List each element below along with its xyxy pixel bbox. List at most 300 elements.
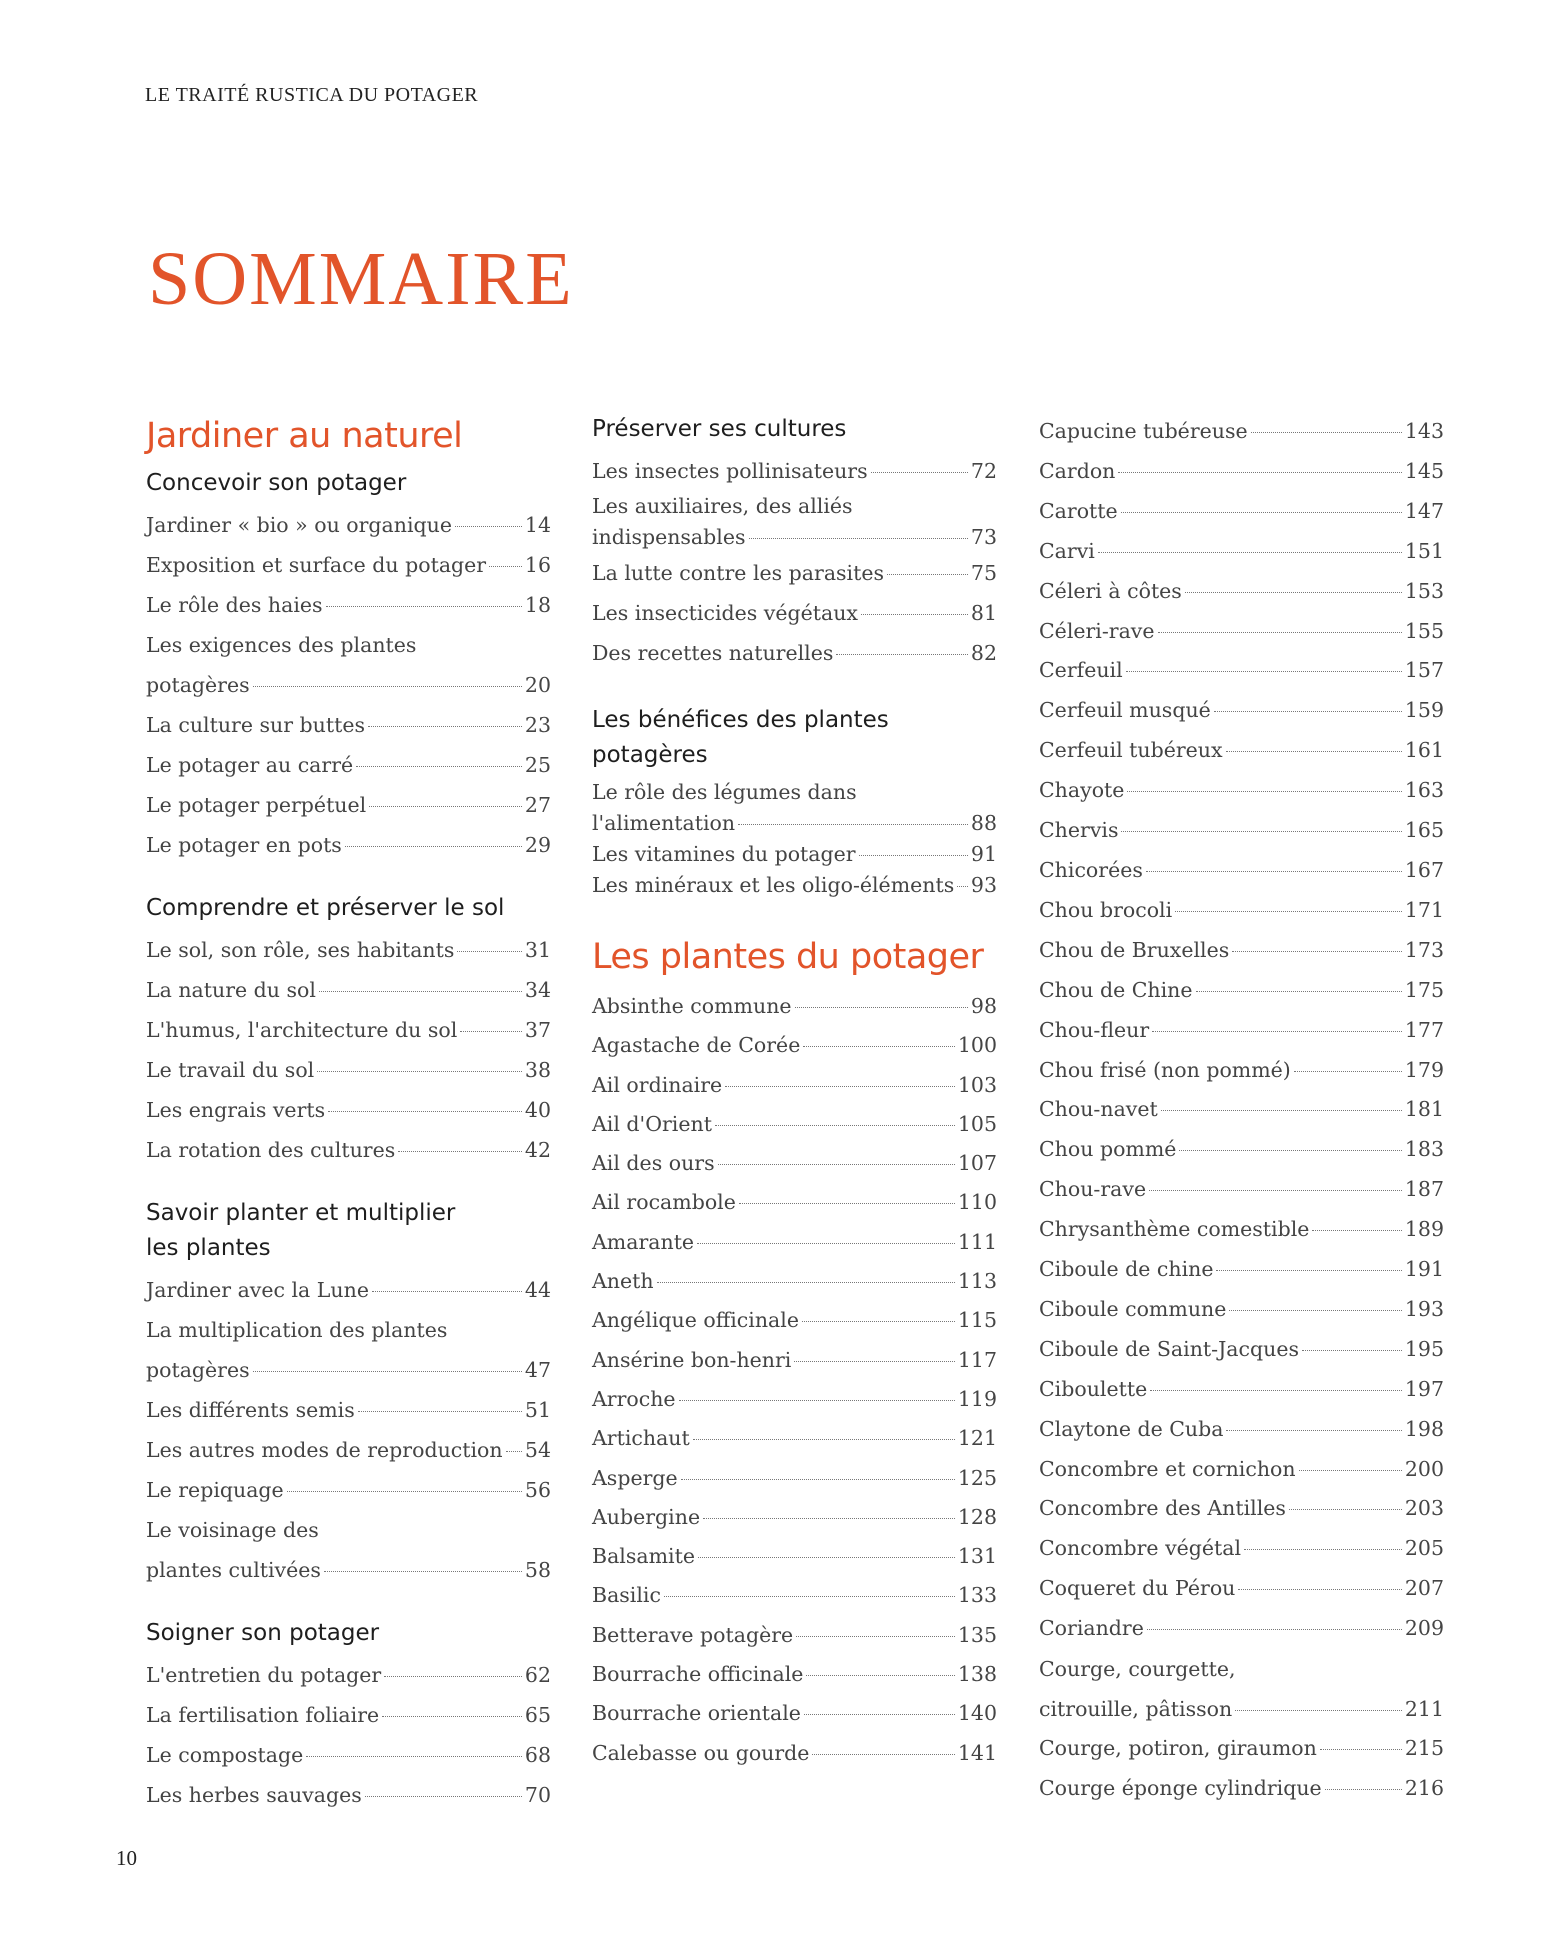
dot-leader xyxy=(1244,1549,1402,1550)
dot-leader xyxy=(1127,791,1401,792)
toc-entry-page: 167 xyxy=(1404,857,1444,882)
toc-entry-page: 29 xyxy=(524,833,551,857)
toc-entry-page: 216 xyxy=(1404,1776,1444,1800)
toc-entry-label: Calebasse ou gourde xyxy=(592,1740,810,1765)
toc-entry[interactable] xyxy=(592,839,997,870)
toc-entry-page: 54 xyxy=(524,1438,551,1462)
toc-entry-page: 40 xyxy=(524,1098,551,1122)
toc-entry[interactable] xyxy=(1039,1729,1444,1769)
toc-entry-page: 163 xyxy=(1404,778,1444,803)
toc-entry[interactable] xyxy=(1039,1090,1444,1130)
toc-entry-label: Artichaut xyxy=(592,1426,690,1451)
dot-leader xyxy=(796,1636,955,1637)
toc-entry[interactable] xyxy=(592,491,997,553)
dot-leader xyxy=(1226,1430,1401,1431)
toc-entry-label: Le sol, son rôle, ses habitants xyxy=(146,938,455,962)
toc-entry-label: Chou frisé (non pommé) xyxy=(1039,1057,1291,1082)
toc-entry-label: Coqueret du Pérou xyxy=(1039,1576,1236,1601)
section-title xyxy=(592,412,997,447)
toc-entry[interactable] xyxy=(592,1576,997,1615)
toc-entry[interactable] xyxy=(146,1430,551,1470)
dot-leader xyxy=(317,1071,522,1072)
toc-entry[interactable] xyxy=(592,1144,997,1183)
toc-entry-label-continued: potagères xyxy=(146,673,250,697)
toc-entry-label: Amarante xyxy=(592,1229,695,1254)
toc-entry-page: 110 xyxy=(957,1190,997,1215)
toc-entry-page: 171 xyxy=(1404,897,1444,922)
toc-entry[interactable] xyxy=(1039,771,1444,811)
toc-entry[interactable] xyxy=(1039,811,1444,851)
dot-leader xyxy=(693,1439,955,1440)
dot-leader xyxy=(1149,1190,1402,1191)
toc-entry-label-continued: potagères xyxy=(146,1358,250,1382)
section-title xyxy=(146,891,551,926)
toc-entry-page: 38 xyxy=(524,1058,551,1082)
toc-entry-label: Céleri à côtes xyxy=(1039,578,1182,603)
toc-entry[interactable] xyxy=(1039,971,1444,1011)
toc-section xyxy=(146,1196,551,1590)
toc-entry[interactable] xyxy=(1039,492,1444,532)
toc-entry[interactable] xyxy=(146,1735,551,1775)
toc-entry-label: Ail des ours xyxy=(592,1151,715,1176)
toc-entry[interactable] xyxy=(1039,1569,1444,1609)
dot-leader xyxy=(1121,831,1401,832)
toc-entry[interactable] xyxy=(146,970,551,1010)
toc-entry-page: 75 xyxy=(970,561,997,585)
dot-leader xyxy=(1312,1230,1401,1231)
toc-entry-label: Ail d'Orient xyxy=(592,1111,712,1136)
toc-entry[interactable] xyxy=(146,1270,551,1310)
toc-entry-label: Bourrache orientale xyxy=(592,1701,801,1726)
toc-entry-page: 205 xyxy=(1404,1536,1444,1561)
toc-entry[interactable] xyxy=(1039,1130,1444,1170)
toc-entry-label: Chou-navet xyxy=(1039,1097,1158,1122)
toc-entry-label: La rotation des cultures xyxy=(146,1138,396,1162)
dot-leader xyxy=(739,1203,955,1204)
toc-entry[interactable] xyxy=(146,1050,551,1090)
toc-entry-label: Les herbes sauvages xyxy=(146,1783,362,1807)
toc-entry[interactable] xyxy=(1039,691,1444,731)
toc-entry[interactable] xyxy=(592,1734,997,1773)
toc-entry-page: 20 xyxy=(524,673,551,697)
toc-entry-page: 56 xyxy=(524,1478,551,1502)
toc-entry-page: 165 xyxy=(1404,818,1444,843)
dot-leader xyxy=(1229,1310,1402,1311)
toc-entry-label: Les auxiliaires, des alliés xyxy=(592,494,853,518)
toc-section xyxy=(146,891,551,1170)
toc-entry-page: 98 xyxy=(970,994,997,1018)
toc-entry-label: Chayote xyxy=(1039,778,1125,803)
toc-entry-page: 140 xyxy=(957,1701,997,1726)
dot-leader xyxy=(319,991,522,992)
toc-entry[interactable] xyxy=(1039,1529,1444,1569)
toc-entry-label: Absinthe commune xyxy=(592,994,792,1018)
dot-leader xyxy=(1147,1629,1402,1630)
toc-entry[interactable] xyxy=(1039,1609,1444,1649)
toc-entry-page: 177 xyxy=(1404,1017,1444,1042)
dot-leader xyxy=(287,1491,522,1492)
dot-leader xyxy=(812,1754,954,1755)
toc-entry[interactable] xyxy=(1039,1330,1444,1370)
toc-entry[interactable] xyxy=(146,785,551,825)
toc-entry[interactable] xyxy=(146,1310,551,1390)
toc-entry[interactable] xyxy=(146,625,551,705)
toc-entry[interactable] xyxy=(592,1105,997,1144)
toc-entry[interactable] xyxy=(1039,452,1444,492)
dot-leader xyxy=(457,951,522,952)
toc-entry-page: 138 xyxy=(957,1662,997,1687)
toc-entry[interactable] xyxy=(1039,1410,1444,1450)
toc-entry-page: 209 xyxy=(1404,1616,1444,1641)
toc-entry-label: La fertilisation foliaire xyxy=(146,1703,380,1727)
toc-entry-label: Betterave potagère xyxy=(592,1622,794,1647)
running-head: LE TRAITÉ RUSTICA DU POTAGER xyxy=(145,84,479,106)
toc-entry-label: Chrysanthème comestible xyxy=(1039,1217,1310,1242)
toc-entry-page: 73 xyxy=(970,525,997,549)
toc-entry[interactable] xyxy=(1039,731,1444,771)
page-number: 10 xyxy=(116,1846,137,1870)
dot-leader xyxy=(1325,1789,1402,1790)
toc-entry[interactable] xyxy=(592,1537,997,1576)
toc-entry-page: 175 xyxy=(1404,977,1444,1002)
toc-entry[interactable] xyxy=(592,1262,997,1301)
toc-entry-label: Ail ordinaire xyxy=(592,1072,723,1097)
toc-entry-page: 100 xyxy=(957,1033,997,1058)
toc-entry[interactable] xyxy=(1039,612,1444,652)
toc-entry-label: Des recettes naturelles xyxy=(592,641,834,665)
toc-column-1 xyxy=(146,412,551,1841)
toc-entry-label: Le voisinage des xyxy=(146,1518,319,1542)
toc-entry-page: 211 xyxy=(1404,1697,1444,1722)
toc-entry-label: Les insecticides végétaux xyxy=(592,601,858,625)
toc-entry[interactable] xyxy=(1039,1290,1444,1330)
toc-entry[interactable] xyxy=(146,1775,551,1815)
toc-entry-page: 161 xyxy=(1404,738,1444,763)
toc-section xyxy=(592,703,997,901)
toc-entry[interactable] xyxy=(146,1010,551,1050)
toc-entry-label: Le travail du sol xyxy=(146,1058,315,1082)
toc-entry[interactable] xyxy=(146,1390,551,1430)
toc-entry-label: Bourrache officinale xyxy=(592,1662,804,1687)
toc-entry-label: Les exigences des plantes xyxy=(146,633,417,657)
toc-entry-page: 193 xyxy=(1404,1296,1444,1321)
toc-entry[interactable] xyxy=(592,593,997,633)
toc-entry[interactable] xyxy=(592,870,997,901)
toc-entry-page: 121 xyxy=(957,1426,997,1451)
dot-leader xyxy=(384,1676,522,1677)
toc-entry-label: Chou-rave xyxy=(1039,1177,1147,1202)
toc-entry-page: 23 xyxy=(524,713,551,737)
toc-entry-page: 133 xyxy=(957,1583,997,1608)
toc-entry[interactable] xyxy=(1039,412,1444,452)
dot-leader xyxy=(664,1596,955,1597)
toc-entry[interactable] xyxy=(146,1470,551,1510)
section-title xyxy=(146,466,551,501)
toc-entry[interactable] xyxy=(592,1223,997,1262)
toc-entry-page: 51 xyxy=(524,1398,551,1422)
toc-entry[interactable] xyxy=(1039,651,1444,691)
toc-entry[interactable] xyxy=(592,777,997,839)
toc-entry-page: 128 xyxy=(957,1504,997,1529)
toc-entry-label: Concombre végétal xyxy=(1039,1536,1242,1561)
toc-entry-page: 191 xyxy=(1404,1257,1444,1282)
toc-entry-label: La nature du sol xyxy=(146,978,316,1002)
toc-entry-label: Le rôle des légumes dans xyxy=(592,780,857,804)
toc-section xyxy=(146,466,551,865)
toc-entry-label: Ansérine bon-henri xyxy=(592,1347,792,1372)
toc-entry[interactable] xyxy=(592,1066,997,1105)
toc-entry[interactable] xyxy=(146,1655,551,1695)
toc-entry[interactable] xyxy=(592,633,997,673)
toc-entry-label: Chou-fleur xyxy=(1039,1017,1150,1042)
dot-leader xyxy=(1251,432,1402,433)
toc-entry-label: Les minéraux et les oligo-éléments xyxy=(592,873,955,897)
toc-entry-label: Capucine tubéreuse xyxy=(1039,419,1248,443)
dot-leader xyxy=(698,1557,955,1558)
dot-leader xyxy=(802,1321,955,1322)
toc-entry[interactable] xyxy=(146,705,551,745)
toc-entry-label: Jardiner avec la Lune xyxy=(146,1278,369,1302)
toc-entry-page: 81 xyxy=(970,601,997,625)
toc-entry[interactable] xyxy=(1039,1170,1444,1210)
section-title-text: Préserver ses cultures xyxy=(592,416,847,442)
dot-leader xyxy=(859,855,968,856)
toc-entry-label: Angélique officinale xyxy=(592,1308,799,1333)
dot-leader xyxy=(1185,592,1402,593)
toc-entry-label: Ciboulette xyxy=(1039,1376,1148,1401)
toc-entry-label: Coriandre xyxy=(1039,1616,1144,1641)
toc-entry[interactable] xyxy=(1039,572,1444,612)
toc-entry[interactable] xyxy=(592,1183,997,1222)
dot-leader xyxy=(871,472,968,473)
dot-leader xyxy=(506,1451,522,1452)
dot-leader xyxy=(369,806,522,807)
dot-leader xyxy=(326,606,522,607)
toc-entry-page: 113 xyxy=(957,1269,997,1294)
toc-entry[interactable] xyxy=(146,930,551,970)
toc-entry-label: Le compostage xyxy=(146,1743,304,1767)
dot-leader xyxy=(1235,1710,1402,1711)
toc-entry-page: 198 xyxy=(1404,1416,1444,1441)
dot-leader xyxy=(345,846,522,847)
toc-entry-page: 179 xyxy=(1404,1057,1444,1082)
dot-leader xyxy=(1179,1150,1401,1151)
toc-entry-label: Asperge xyxy=(592,1465,678,1490)
toc-section xyxy=(146,1616,551,1815)
toc-entry-label: Céleri-rave xyxy=(1039,618,1155,643)
toc-entry-label-continued: citrouille, pâtisson xyxy=(1039,1697,1233,1722)
toc-entry[interactable] xyxy=(592,451,997,491)
toc-entry[interactable] xyxy=(1039,851,1444,891)
toc-entry-page: 27 xyxy=(524,793,551,817)
toc-entry-page: 157 xyxy=(1404,658,1444,683)
dot-leader xyxy=(1196,991,1402,992)
toc-entry[interactable] xyxy=(592,1380,997,1419)
toc-entry-label: L'humus, l'architecture du sol xyxy=(146,1018,458,1042)
toc-entry-page: 145 xyxy=(1404,458,1444,483)
dot-leader xyxy=(1214,711,1402,712)
dot-leader xyxy=(1238,1589,1401,1590)
toc-entry-label: Cardon xyxy=(1039,458,1116,483)
dot-leader xyxy=(358,1411,522,1412)
dot-leader xyxy=(253,1371,522,1372)
toc-entry[interactable] xyxy=(146,1695,551,1735)
toc-entry-page: 207 xyxy=(1404,1576,1444,1601)
toc-entry-page: 37 xyxy=(524,1018,551,1042)
dot-leader xyxy=(1118,472,1401,473)
toc-entry-label: Les engrais verts xyxy=(146,1098,326,1122)
toc-entry-page: 25 xyxy=(524,753,551,777)
toc-entry-page: 111 xyxy=(957,1229,997,1254)
toc-entry[interactable] xyxy=(1039,1450,1444,1490)
toc-entry[interactable] xyxy=(592,1459,997,1498)
toc-entry[interactable] xyxy=(1039,1051,1444,1091)
toc-entry-label: Ciboule commune xyxy=(1039,1296,1227,1321)
section-title xyxy=(146,1616,551,1651)
toc-entry[interactable] xyxy=(1039,1489,1444,1529)
toc-column-2 xyxy=(592,412,997,1773)
dot-leader xyxy=(725,1086,955,1087)
dot-leader xyxy=(1232,951,1402,952)
page-title: SOMMAIRE xyxy=(148,237,574,321)
toc-entry[interactable] xyxy=(592,1616,997,1655)
dot-leader xyxy=(718,1164,955,1165)
toc-entry-page: 70 xyxy=(524,1783,551,1807)
dot-leader xyxy=(368,726,522,727)
dot-leader xyxy=(306,1756,522,1757)
toc-entry-page: 47 xyxy=(524,1358,551,1382)
toc-entry-label: Courge, potiron, giraumon xyxy=(1039,1736,1317,1761)
toc-entry-page: 42 xyxy=(524,1138,551,1162)
toc-entry-label: Le rôle des haies xyxy=(146,593,323,617)
toc-entry[interactable] xyxy=(1039,931,1444,971)
section-title xyxy=(146,1196,551,1266)
dot-leader xyxy=(1158,632,1402,633)
toc-entry-page: 105 xyxy=(957,1111,997,1136)
toc-entry[interactable] xyxy=(1039,1011,1444,1051)
dot-leader xyxy=(1294,1071,1402,1072)
toc-entry[interactable] xyxy=(592,987,997,1026)
toc-entry[interactable] xyxy=(1039,1250,1444,1290)
toc-entry-page: 195 xyxy=(1404,1336,1444,1361)
toc-column-3 xyxy=(1039,412,1444,1809)
dot-leader xyxy=(887,574,968,575)
toc-entry[interactable] xyxy=(146,1510,551,1590)
toc-entry-label: Chou de Chine xyxy=(1039,977,1193,1002)
toc-entry-label: L'entretien du potager xyxy=(146,1663,382,1687)
toc-entry-page: 18 xyxy=(524,593,551,617)
toc-entry[interactable] xyxy=(1039,1769,1444,1809)
toc-entry-label-continued: l'alimentation xyxy=(592,811,736,835)
dot-leader xyxy=(1121,512,1402,513)
toc-entry-label: La multiplication des plantes xyxy=(146,1318,448,1342)
section-title xyxy=(592,703,997,773)
toc-entry[interactable] xyxy=(592,1655,997,1694)
toc-entry[interactable] xyxy=(1039,1210,1444,1250)
toc-entry-page: 44 xyxy=(524,1278,551,1302)
toc-entry[interactable] xyxy=(592,1026,997,1065)
toc-entry[interactable] xyxy=(592,1341,997,1380)
toc-entry-label: Le potager perpétuel xyxy=(146,793,367,817)
toc-entry-page: 141 xyxy=(957,1740,997,1765)
dot-leader xyxy=(957,886,968,887)
toc-entry-label: Exposition et surface du potager xyxy=(146,553,487,577)
toc-entry[interactable] xyxy=(592,1694,997,1733)
toc-entry-page: 14 xyxy=(524,513,551,537)
dot-leader xyxy=(738,824,968,825)
toc-entry[interactable] xyxy=(592,553,997,593)
toc-entry-page: 183 xyxy=(1404,1137,1444,1162)
toc-entry[interactable] xyxy=(146,1130,551,1170)
toc-entry-page: 107 xyxy=(957,1151,997,1176)
toc-entry-label: Courge éponge cylindrique xyxy=(1039,1776,1322,1800)
dot-leader xyxy=(861,614,968,615)
toc-entry-label: Chou de Bruxelles xyxy=(1039,937,1230,962)
toc-entry-label: Ail rocambole xyxy=(592,1190,736,1215)
dot-leader xyxy=(804,1714,955,1715)
toc-entry-label: Chou brocoli xyxy=(1039,897,1173,922)
dot-leader xyxy=(1216,1270,1401,1271)
toc-entry-label: Chervis xyxy=(1039,818,1119,843)
dot-leader xyxy=(1098,552,1402,553)
toc-entry[interactable] xyxy=(592,1301,997,1340)
toc-entry-page: 159 xyxy=(1404,698,1444,723)
dot-leader xyxy=(1289,1509,1402,1510)
toc-entry[interactable] xyxy=(146,1090,551,1130)
dot-leader xyxy=(697,1243,955,1244)
toc-entry[interactable] xyxy=(1039,1649,1444,1729)
toc-entry-page: 131 xyxy=(957,1544,997,1569)
dot-leader xyxy=(1146,871,1402,872)
toc-entry-label: Le repiquage xyxy=(146,1478,284,1502)
toc-entry[interactable] xyxy=(1039,532,1444,572)
toc-entry[interactable] xyxy=(592,1419,997,1458)
toc-entry-page: 187 xyxy=(1404,1177,1444,1202)
dot-leader xyxy=(1299,1470,1402,1471)
toc-entry-label: Cerfeuil xyxy=(1039,658,1123,683)
toc-entry-label: Les autres modes de reproduction xyxy=(146,1438,503,1462)
toc-entry-label: Les vitamines du potager xyxy=(592,842,856,866)
toc-entry[interactable] xyxy=(146,505,551,545)
toc-entry-page: 103 xyxy=(957,1072,997,1097)
toc-entry[interactable] xyxy=(146,545,551,585)
toc-entry[interactable] xyxy=(146,825,551,865)
toc-entry-page: 119 xyxy=(957,1386,997,1411)
toc-entry-label: Courge, courgette, xyxy=(1039,1657,1236,1682)
toc-entry-label: Agastache de Corée xyxy=(592,1033,801,1058)
toc-entry[interactable] xyxy=(146,745,551,785)
toc-entry-label-continued: plantes cultivées xyxy=(146,1558,321,1582)
toc-section xyxy=(592,412,997,673)
toc-entry-label: Carvi xyxy=(1039,538,1095,563)
toc-entry-label: Claytone de Cuba xyxy=(1039,1416,1224,1441)
dot-leader xyxy=(803,1046,955,1047)
toc-entry[interactable] xyxy=(146,585,551,625)
toc-entry-page: 173 xyxy=(1404,937,1444,962)
toc-entry-page: 147 xyxy=(1404,498,1444,523)
toc-entry[interactable] xyxy=(1039,1370,1444,1410)
toc-entry-page: 34 xyxy=(524,978,551,1002)
toc-entry[interactable] xyxy=(1039,891,1444,931)
toc-entry-label: Le potager au carré xyxy=(146,753,354,777)
toc-entry-label: Balsamite xyxy=(592,1544,695,1569)
toc-entry-page: 72 xyxy=(970,459,997,483)
toc-entry-page: 155 xyxy=(1404,618,1444,643)
toc-entry-label: Cerfeuil tubéreux xyxy=(1039,738,1223,763)
dot-leader xyxy=(703,1518,955,1519)
toc-entry[interactable] xyxy=(592,1498,997,1537)
dot-leader xyxy=(382,1716,522,1717)
